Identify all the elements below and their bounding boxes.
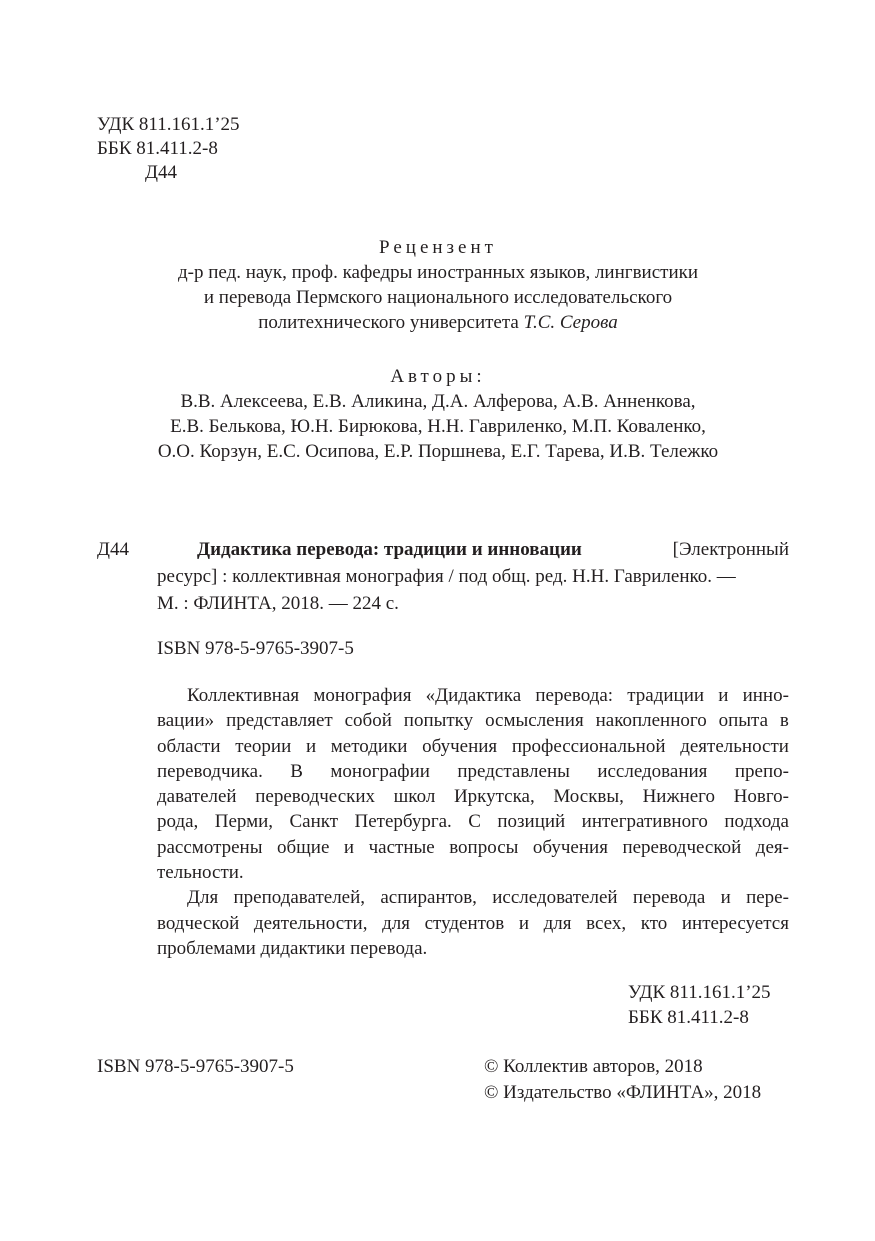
annotation-line: рассмотрены общие и частные вопросы обучения переводческой дея- xyxy=(157,836,789,858)
isbn-entry: ISBN 978-5-9765-3907-5 xyxy=(157,638,354,659)
bbk-code: ББК 81.411.2-8 xyxy=(97,138,218,159)
book-title: Дидактика перевода: традиции и инновации xyxy=(197,539,582,560)
authors-line-1: В.В. Алексеева, Е.В. Аликина, Д.А. Алферова, А.В. Анненкова, xyxy=(180,391,696,412)
entry-line-2: ресурс] : коллективная монография / под общ. ред. Н.Н. Гавриленко. — xyxy=(157,566,736,587)
annotation-line: проблемами дидактики перевода. xyxy=(157,937,428,959)
entry-line-1-tail: [Электронный xyxy=(672,539,789,560)
udk-code: УДК 811.161.1’25 xyxy=(97,114,240,135)
annotation xyxy=(157,683,789,961)
annotation-line: Коллективная монография «Дидактика перевода: традиции и инно- xyxy=(187,685,789,706)
copyright-authors: © Коллектив авторов, 2018 xyxy=(484,1056,703,1077)
classification-block-top xyxy=(97,112,397,184)
entry-line-1 xyxy=(157,537,789,564)
authors-block xyxy=(97,364,779,464)
annotation-line: водческой деятельности, для студентов и для всех, кто интересуется xyxy=(157,912,789,934)
classification-block-bottom xyxy=(628,980,771,1030)
annotation-line: вации» представляет собой попытку осмысления накопленного опыта в xyxy=(157,710,789,732)
authors-line-3: О.О. Корзун, Е.С. Осипова, Е.Р. Поршнева, Е.Г. Тарева, И.В. Тележко xyxy=(157,441,719,462)
bbk-code-bottom: ББК 81.411.2-8 xyxy=(628,1007,749,1028)
author-mark: Д44 xyxy=(145,162,177,183)
udk-code-bottom: УДК 811.161.1’25 xyxy=(628,982,771,1003)
catalog-entry xyxy=(157,537,789,618)
reviewer-block xyxy=(97,235,779,335)
reviewer-affiliation: политехнического университета xyxy=(258,312,524,333)
entry-line-3: М. : ФЛИНТА, 2018. — 224 с. xyxy=(157,593,399,614)
annotation-line: рода, Перми, Санкт Петербурга. С позиций интегративного подхода xyxy=(157,811,789,833)
authors-heading: Авторы: xyxy=(390,366,486,387)
reviewer-heading: Рецензент xyxy=(379,237,497,258)
annotation-line: переводчика. В монографии представлены исследования препо- xyxy=(157,760,789,782)
reviewer-line-2: и перевода Пермского национального исследовательского xyxy=(203,287,673,308)
copyright-publisher: © Издательство «ФЛИНТА», 2018 xyxy=(484,1082,762,1103)
annotation-line: давателей переводческих школ Иркутска, Москвы, Нижнего Новго- xyxy=(157,786,789,808)
authors-line-2: Е.В. Белькова, Ю.Н. Бирюкова, Н.Н. Гавриленко, М.П. Коваленко, xyxy=(170,416,706,437)
annotation-line: Для преподавателей, аспирантов, исследователей перевода и пере- xyxy=(187,887,789,909)
isbn-bottom: ISBN 978-5-9765-3907-5 xyxy=(97,1056,294,1077)
entry-author-mark: Д44 xyxy=(97,539,129,560)
reviewer-line-3 xyxy=(97,310,779,335)
reviewer-name: Т.С. Серова xyxy=(523,312,618,333)
copyright-block xyxy=(484,1054,761,1106)
annotation-line: области теории и методики обучения профессиональной деятельности xyxy=(157,735,789,757)
annotation-line: тельности. xyxy=(157,862,244,884)
reviewer-line-1: д-р пед. наук, проф. кафедры иностранных языков, лингвистики xyxy=(177,262,699,283)
